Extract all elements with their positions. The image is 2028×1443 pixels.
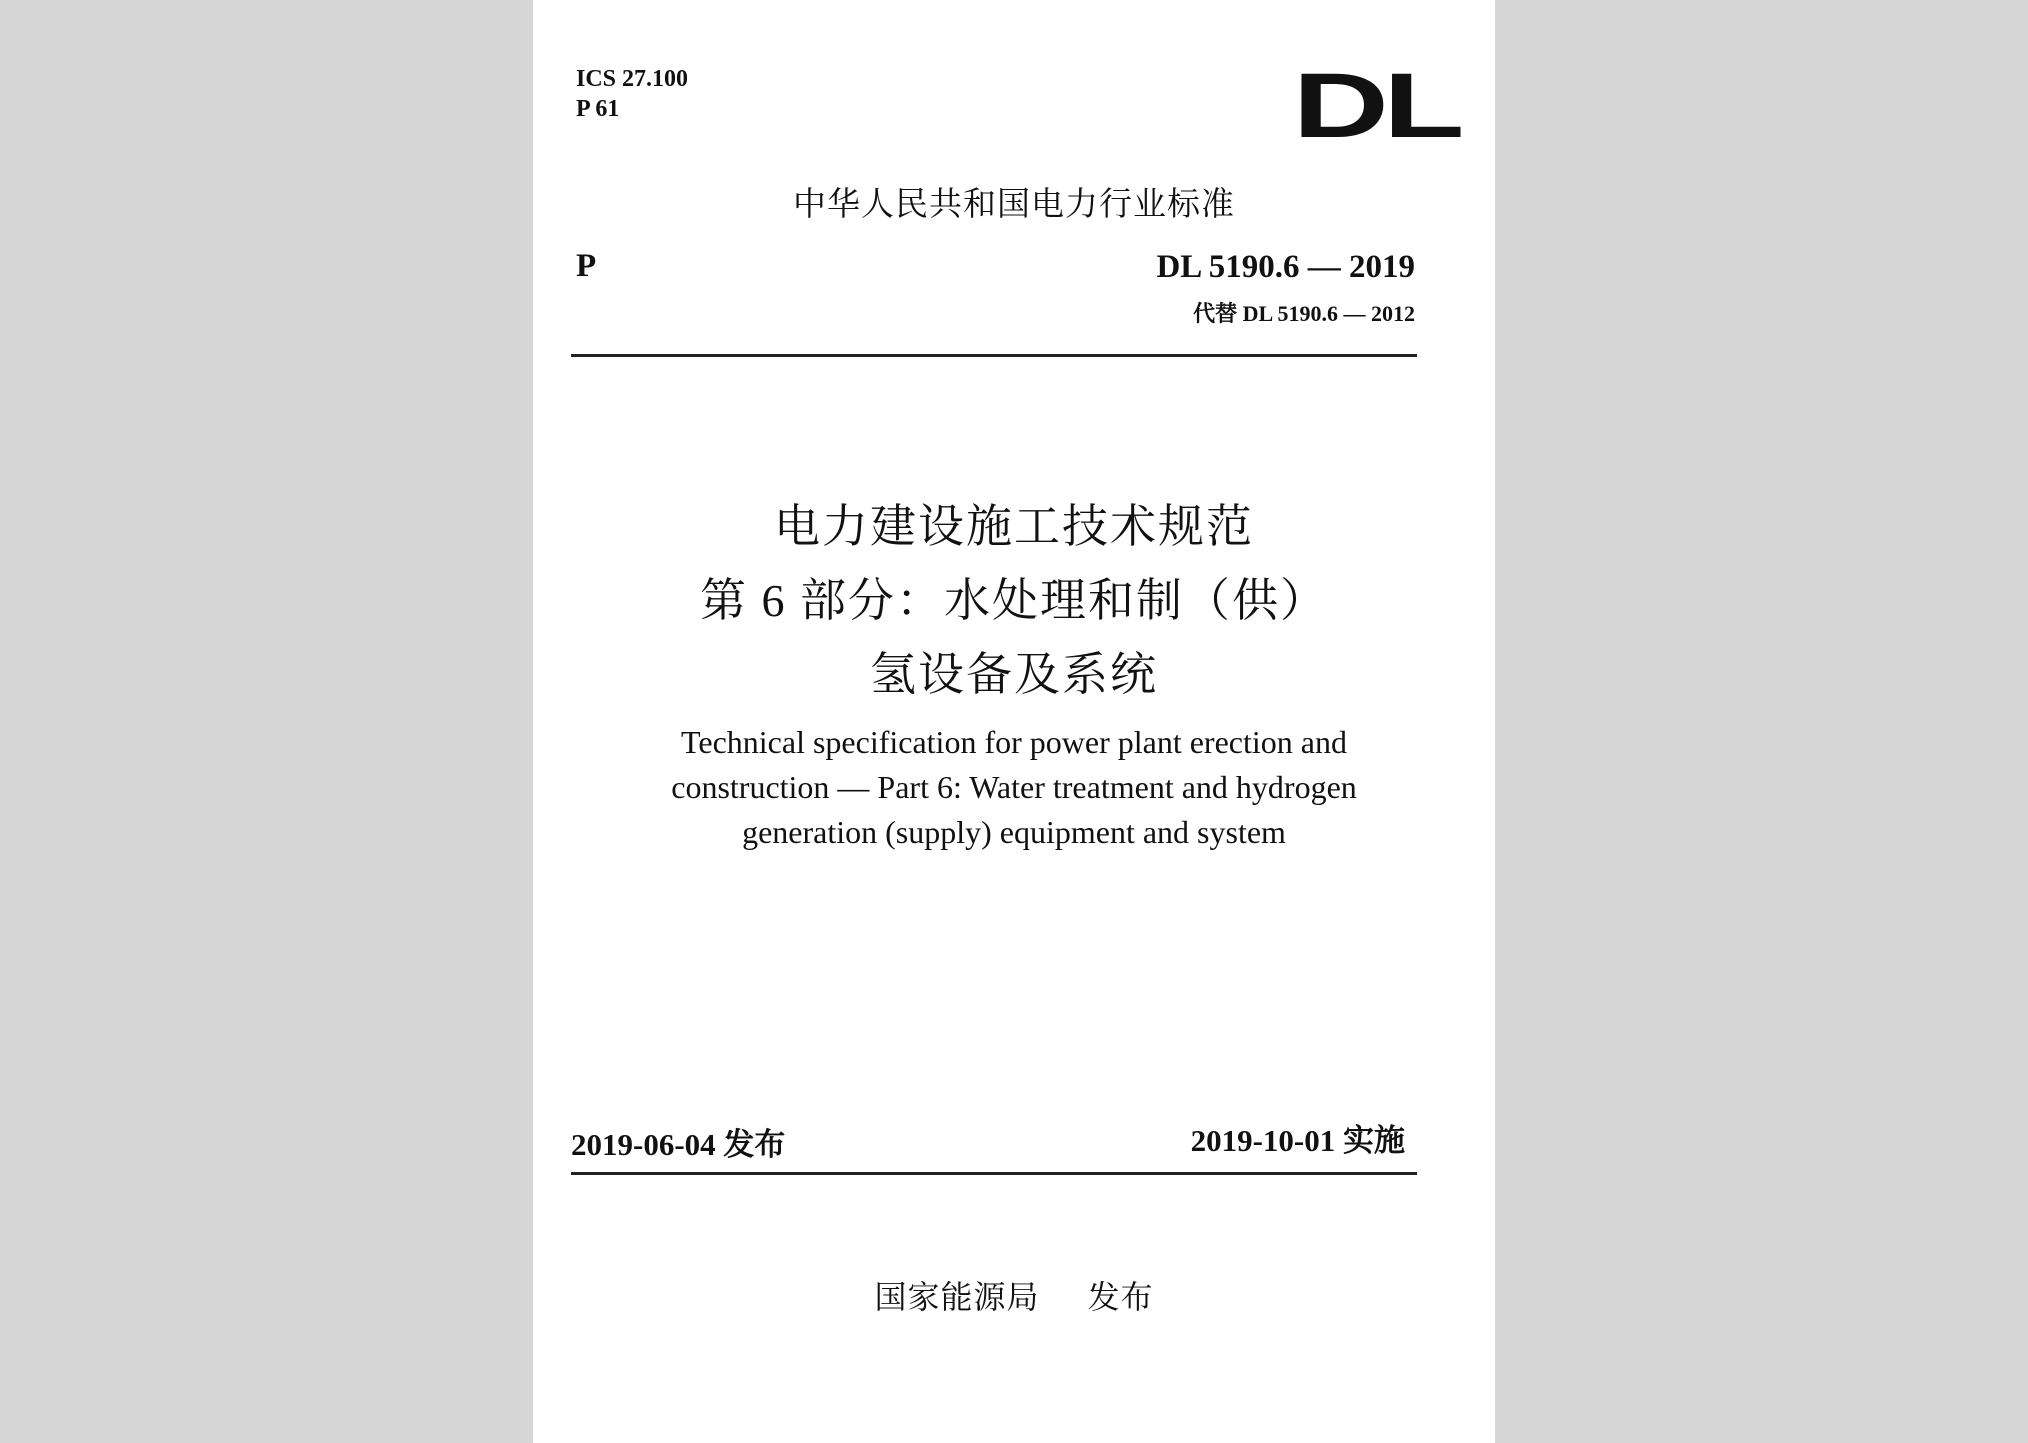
title-en-line-2: construction — Part 6: Water treatment and hydrogen [671,769,1357,805]
ics-code: ICS 27.100 [576,66,689,92]
classification-codes [576,64,688,124]
implementation-date-value: 2019-10-01 [1190,1123,1336,1158]
title-en [533,720,1495,855]
issue-date-label: 发布 [723,1127,786,1163]
issuer [533,1272,1495,1318]
implementation-date-label: 实施 [1343,1123,1405,1159]
bottom-divider [571,1172,1417,1175]
ccs-code: P 61 [576,96,620,122]
top-divider [571,354,1417,357]
category-letter: P [576,248,597,284]
replaces-standard: 代替 DL 5190.6 — 2012 [1193,301,1415,326]
issue-date [571,1119,785,1164]
title-cn-line-3: 氢设备及系统 [870,649,1158,700]
standard-number: DL 5190.6 — 2019 [1156,249,1415,285]
national-standard-heading: 中华人民共和国电力行业标准 [793,184,1235,223]
title-en-line-3: generation (supply) equipment and system [742,814,1286,850]
issuer-name: 国家能源局 [874,1278,1040,1316]
issuer-action: 发布 [1087,1278,1154,1316]
title-cn-line-2: 第 6 部分：水处理和制（供） [700,575,1328,626]
title-en-line-1: Technical specification for power plant erection and [681,724,1347,760]
issue-date-value: 2019-06-04 [571,1127,716,1162]
dl-logo: DL [1292,55,1459,157]
document-page [533,0,1495,1443]
title-cn-line-1: 电力建设施工技术规范 [774,501,1254,552]
implementation-date [1191,1115,1405,1160]
